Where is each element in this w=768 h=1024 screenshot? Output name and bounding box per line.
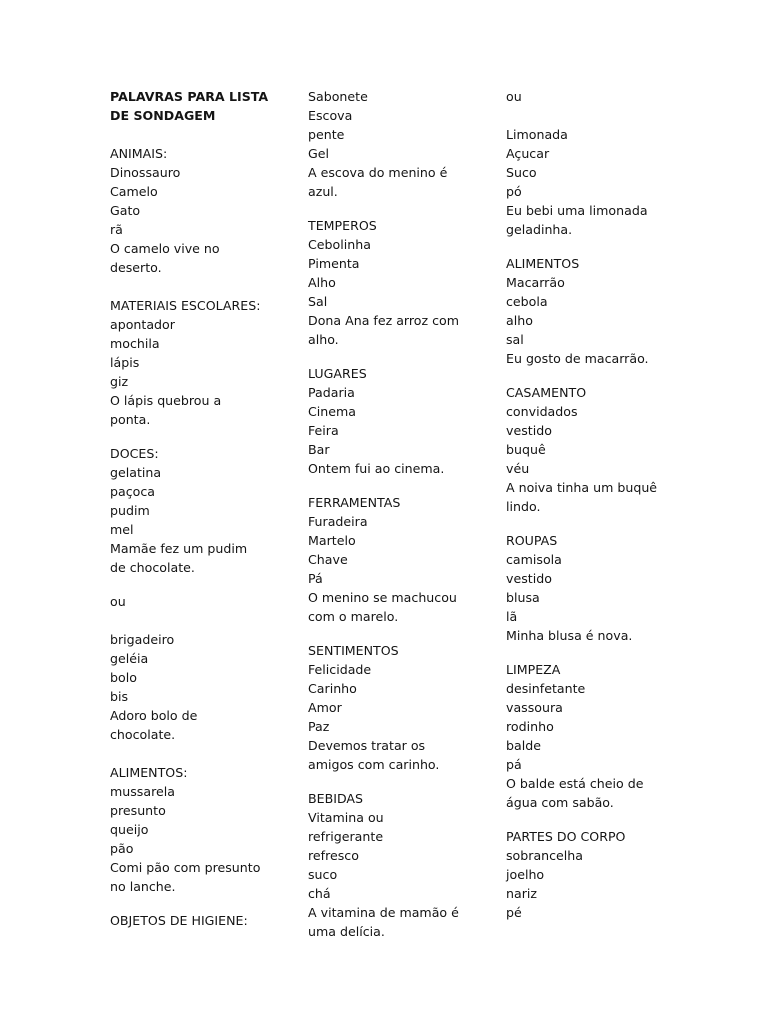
text-line: pão: [110, 841, 134, 856]
text-line: OBJETOS DE HIGIENE:: [110, 913, 248, 928]
text-line: Sal: [308, 294, 328, 309]
word-list-block: [506, 254, 696, 368]
text-line: chocolate.: [110, 727, 176, 742]
text-line: LUGARES: [308, 366, 367, 381]
text-line: Gato: [110, 203, 141, 218]
text-line: lindo.: [506, 499, 541, 514]
text-line: refrigerante: [308, 829, 384, 844]
text-line: Dona Ana fez arroz com: [308, 313, 460, 328]
text-line: vestido: [506, 571, 552, 586]
text-line: mel: [110, 522, 134, 537]
text-line: PARTES DO CORPO: [506, 829, 626, 844]
text-line: Pimenta: [308, 256, 360, 271]
text-line: giz: [110, 374, 129, 389]
text-line: de chocolate.: [110, 560, 195, 575]
text-line: Carinho: [308, 681, 357, 696]
text-line: refresco: [308, 848, 359, 863]
text-line: bolo: [110, 670, 137, 685]
word-list-block: [110, 763, 280, 896]
text-line: DE SONDAGEM: [110, 108, 216, 123]
text-line: convidados: [506, 404, 578, 419]
text-line: Eu bebi uma limonada: [506, 203, 648, 218]
text-line: camisola: [506, 552, 562, 567]
text-line: com o marelo.: [308, 609, 399, 624]
text-line: SENTIMENTOS: [308, 643, 399, 658]
text-line: buquê: [506, 442, 546, 457]
text-line: CASAMENTO: [506, 385, 587, 400]
text-line: ALIMENTOS: [506, 256, 580, 271]
text-line: pó: [506, 184, 522, 199]
text-line: Minha blusa é nova.: [506, 628, 633, 643]
text-line: cebola: [506, 294, 548, 309]
text-line: rã: [110, 222, 123, 237]
word-list-block: [308, 364, 498, 478]
text-column-2: [308, 87, 498, 941]
text-line: Suco: [506, 165, 537, 180]
text-line: A noiva tinha um buquê: [506, 480, 658, 495]
word-list-block: [506, 660, 696, 812]
word-list-block: [308, 493, 498, 626]
text-line: Paz: [308, 719, 330, 734]
text-line: O menino se machucou: [308, 590, 457, 605]
text-line: chá: [308, 886, 331, 901]
text-line: Devemos tratar os: [308, 738, 426, 753]
text-line: lápis: [110, 355, 140, 370]
word-list-block: [110, 87, 280, 125]
text-line: alho.: [308, 332, 339, 347]
text-line: lã: [506, 609, 518, 624]
word-list-block: [506, 125, 696, 239]
text-line: Vitamina ou: [308, 810, 384, 825]
text-line: bis: [110, 689, 129, 704]
text-line: amigos com carinho.: [308, 757, 440, 772]
text-line: Cebolinha: [308, 237, 371, 252]
text-line: Martelo: [308, 533, 356, 548]
text-line: azul.: [308, 184, 338, 199]
text-line: Eu gosto de macarrão.: [506, 351, 649, 366]
text-line: Chave: [308, 552, 348, 567]
text-line: mochila: [110, 336, 160, 351]
text-line: véu: [506, 461, 530, 476]
text-line: joelho: [506, 867, 545, 882]
text-line: A escova do menino é: [308, 165, 448, 180]
text-line: Adoro bolo de: [110, 708, 198, 723]
word-list-block: [506, 531, 696, 645]
text-line: ANIMAIS:: [110, 146, 168, 161]
text-line: apontador: [110, 317, 175, 332]
text-line: nariz: [506, 886, 537, 901]
text-line: paçoca: [110, 484, 155, 499]
text-line: alho: [506, 313, 533, 328]
text-line: sal: [506, 332, 524, 347]
text-line: Mamãe fez um pudim: [110, 541, 248, 556]
text-line: ou: [110, 594, 126, 609]
text-line: pá: [506, 757, 522, 772]
text-line: gelatina: [110, 465, 162, 480]
text-line: BEBIDAS: [308, 791, 364, 806]
text-line: mussarela: [110, 784, 175, 799]
text-line: Comi pão com presunto: [110, 860, 261, 875]
text-line: Limonada: [506, 127, 568, 142]
text-line: Camelo: [110, 184, 158, 199]
word-list-block: [110, 630, 280, 744]
word-list-block: [506, 383, 696, 516]
text-line: vassoura: [506, 700, 563, 715]
text-line: A vitamina de mamão é: [308, 905, 459, 920]
word-list-block: [110, 911, 280, 930]
text-line: uma delícia.: [308, 924, 385, 939]
text-line: Ontem fui ao cinema.: [308, 461, 445, 476]
text-line: Furadeira: [308, 514, 368, 529]
text-line: ponta.: [110, 412, 151, 427]
text-line: Cinema: [308, 404, 357, 419]
text-line: blusa: [506, 590, 540, 605]
text-line: desinfetante: [506, 681, 586, 696]
text-line: Alho: [308, 275, 336, 290]
text-column-3: [506, 87, 696, 922]
text-line: Sabonete: [308, 89, 368, 104]
text-line: no lanche.: [110, 879, 176, 894]
text-line: O camelo vive no: [110, 241, 220, 256]
text-line: queijo: [110, 822, 149, 837]
text-line: rodinho: [506, 719, 554, 734]
text-line: suco: [308, 867, 338, 882]
text-line: Bar: [308, 442, 330, 457]
text-column-1: [110, 87, 280, 930]
word-list-block: [110, 296, 280, 429]
text-line: ou: [506, 89, 522, 104]
text-line: Amor: [308, 700, 342, 715]
word-list-block: [308, 641, 498, 774]
word-list-block: [308, 87, 498, 201]
text-line: água com sabão.: [506, 795, 614, 810]
word-list-block: [308, 216, 498, 349]
word-list-block: [110, 144, 280, 277]
text-line: Açucar: [506, 146, 550, 161]
text-line: Dinossauro: [110, 165, 181, 180]
text-line: sobrancelha: [506, 848, 584, 863]
text-line: Gel: [308, 146, 330, 161]
text-line: Macarrão: [506, 275, 565, 290]
text-line: geladinha.: [506, 222, 573, 237]
word-list-block: [110, 444, 280, 577]
text-line: vestido: [506, 423, 552, 438]
text-line: ALIMENTOS:: [110, 765, 188, 780]
text-line: O balde está cheio de: [506, 776, 644, 791]
text-line: pudim: [110, 503, 150, 518]
text-line: LIMPEZA: [506, 662, 561, 677]
text-line: geléia: [110, 651, 149, 666]
word-list-block: [506, 87, 696, 106]
text-line: PALAVRAS PARA LISTA: [110, 89, 269, 104]
text-line: TEMPEROS: [308, 218, 377, 233]
text-line: ROUPAS: [506, 533, 558, 548]
text-line: MATERIAIS ESCOLARES:: [110, 298, 261, 313]
text-line: Escova: [308, 108, 353, 123]
text-line: deserto.: [110, 260, 162, 275]
word-list-block: [110, 592, 280, 611]
text-line: presunto: [110, 803, 166, 818]
text-line: DOCES:: [110, 446, 159, 461]
text-line: Felicidade: [308, 662, 372, 677]
word-list-block: [308, 789, 498, 941]
text-line: Pá: [308, 571, 323, 586]
text-line: Padaria: [308, 385, 355, 400]
text-line: brigadeiro: [110, 632, 175, 647]
text-line: pé: [506, 905, 522, 920]
text-line: O lápis quebrou a: [110, 393, 222, 408]
text-line: Feira: [308, 423, 339, 438]
text-line: balde: [506, 738, 541, 753]
text-line: pente: [308, 127, 345, 142]
text-line: FERRAMENTAS: [308, 495, 401, 510]
word-list-block: [506, 827, 696, 922]
